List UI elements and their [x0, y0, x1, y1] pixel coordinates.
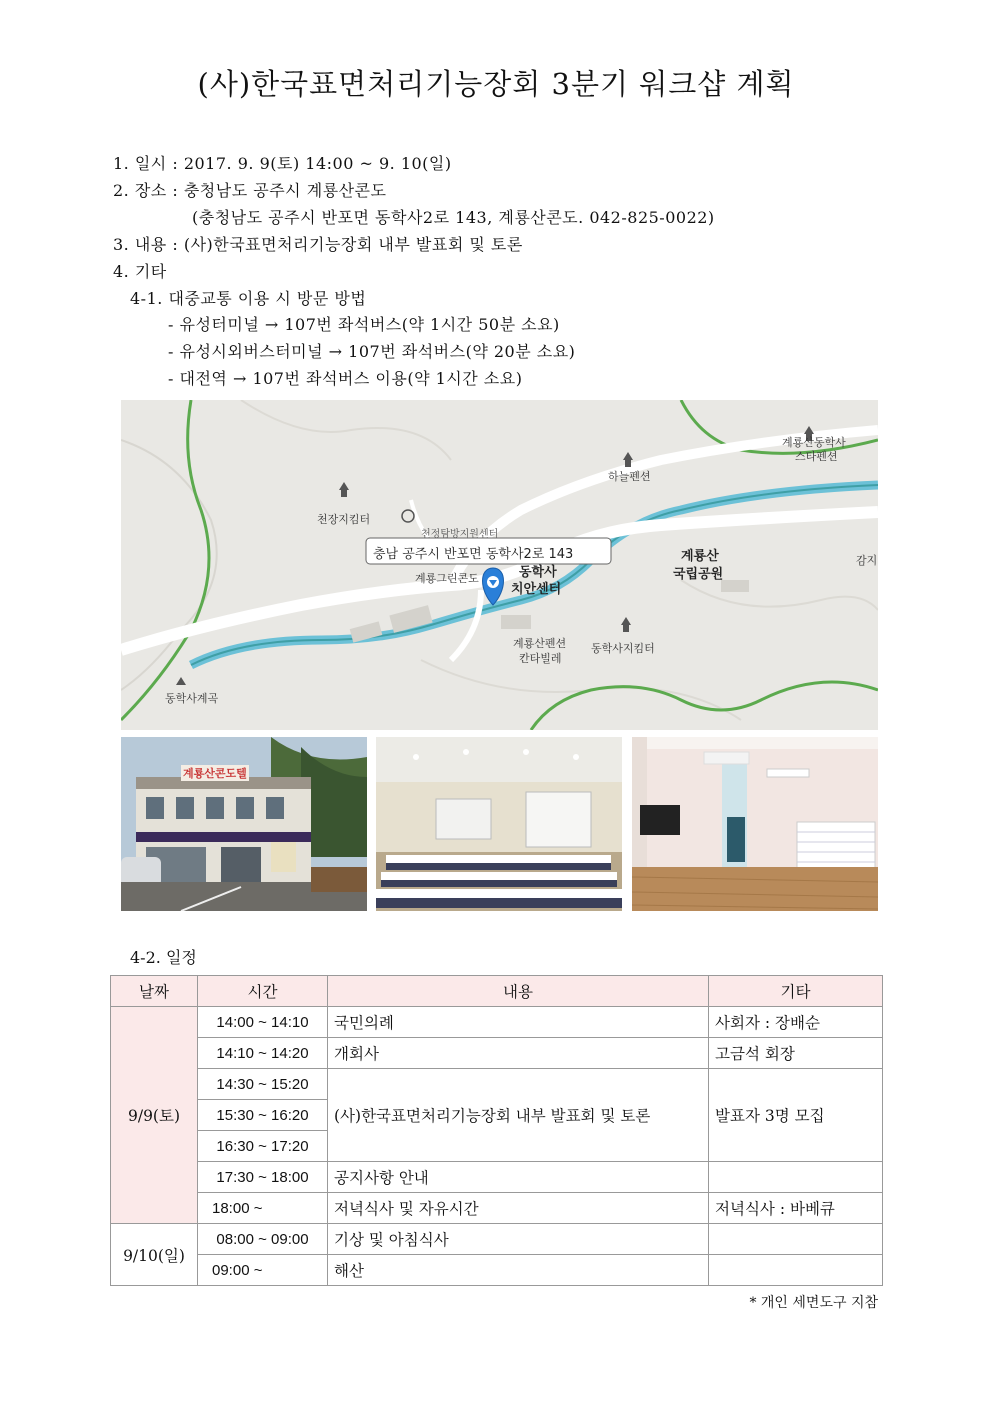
route-3: - 대전역 → 107번 좌석버스 이용(약 1시간 소요) — [168, 369, 523, 388]
map-label-gamji: 감지 — [856, 554, 878, 567]
map-label-donghaksa: 동학사 — [519, 565, 557, 580]
header-time: 시간 — [198, 976, 328, 1007]
map-label-police-center: 치안센터 — [511, 582, 562, 597]
map-label-visitor-center: 천정탐방지원센터 — [421, 529, 499, 540]
route-2: - 유성시외버스터미널 → 107번 좌석버스(약 20분 소요) — [168, 342, 576, 361]
cell-etc: 사회자 : 장배순 — [709, 1007, 883, 1038]
table-row — [111, 1007, 883, 1038]
cell-etc — [709, 1224, 883, 1255]
map-label-star-pension: 계룡산동학사 — [782, 436, 846, 449]
cell-content: 해산 — [328, 1255, 709, 1286]
map-label-valley: 동학사계곡 — [165, 692, 219, 705]
header-etc: 기타 — [709, 976, 883, 1007]
item-transport-heading: 4-1. 대중교통 이용 시 방문 방법 — [130, 289, 367, 308]
cell-content: 개회사 — [328, 1038, 709, 1069]
item-place-address: (충청남도 공주시 반포면 동학사2로 143, 계룡산콘도. 042-825-0022) — [192, 208, 715, 227]
item-etc: 4. 기타 — [113, 262, 167, 281]
table-row — [111, 1193, 883, 1224]
cell-etc — [709, 1162, 883, 1193]
condo-sign: 계룡산콘도텔 — [183, 767, 247, 780]
location-map[interactable] — [121, 400, 878, 730]
cell-etc — [709, 1255, 883, 1286]
map-label-cheonjang: 천장지킴터 — [317, 513, 371, 526]
item-place: 2. 장소 : 충청남도 공주시 계룡산콘도 — [113, 181, 387, 200]
table-header-row — [111, 976, 883, 1007]
route-1: - 유성터미널 → 107번 좌석버스(약 1시간 50분 소요) — [168, 315, 560, 334]
cell-content: (사)한국표면처리기능장회 내부 발표회 및 토론 — [328, 1069, 709, 1162]
map-label-cantabile: 칸타빌레 — [519, 652, 562, 665]
photo-seminar-room — [376, 737, 622, 911]
cell-time: 17:30 ~ 18:00 — [198, 1162, 328, 1193]
cell-etc: 저녁식사 : 바베큐 — [709, 1193, 883, 1224]
header-date: 날짜 — [111, 976, 198, 1007]
photo-guest-room — [632, 737, 878, 911]
cell-content: 저녁식사 및 자유시간 — [328, 1193, 709, 1224]
map-label-haneul-pension: 하늘펜션 — [608, 470, 651, 483]
cell-time: 14:30 ~ 15:20 — [198, 1069, 328, 1100]
table-row — [111, 1069, 883, 1100]
cell-etc: 발표자 3명 모집 — [709, 1069, 883, 1162]
cell-content: 국민의례 — [328, 1007, 709, 1038]
photo-condo-exterior — [121, 737, 367, 911]
header-content: 내용 — [328, 976, 709, 1007]
table-row — [111, 1255, 883, 1286]
table-row — [111, 1224, 883, 1255]
cell-time: 14:00 ~ 14:10 — [198, 1007, 328, 1038]
map-label-gyeryongsan-pension: 계룡산펜션 — [513, 637, 567, 650]
cell-time: 14:10 ~ 14:20 — [198, 1038, 328, 1069]
date-day1: 9/9(토) — [111, 1007, 198, 1224]
map-label-gyeryongsan: 계룡산 — [681, 549, 719, 564]
map-label-donghaksa-ranger: 동학사지킴터 — [591, 642, 655, 655]
map-label-star-pension-2: 스타펜션 — [795, 450, 838, 463]
date-day2: 9/10(일) — [111, 1224, 198, 1286]
cell-time: 18:00 ~ — [198, 1193, 328, 1224]
cell-time: 16:30 ~ 17:20 — [198, 1131, 328, 1162]
item-content: 3. 내용 : (사)한국표면처리기능장회 내부 발표회 및 토론 — [113, 235, 523, 254]
cell-time: 15:30 ~ 16:20 — [198, 1100, 328, 1131]
footnote: * 개인 세면도구 지참 — [749, 1295, 878, 1311]
schedule-table — [110, 975, 883, 1286]
cell-time: 08:00 ~ 09:00 — [198, 1224, 328, 1255]
schedule-heading: 4-2. 일정 — [130, 948, 197, 967]
cell-time: 09:00 ~ — [198, 1255, 328, 1286]
map-label-national-park: 국립공원 — [673, 567, 724, 582]
cell-content: 기상 및 아침식사 — [328, 1224, 709, 1255]
table-row — [111, 1038, 883, 1069]
page-title: (사)한국표면처리기능장회 3분기 워크샵 계획 — [197, 67, 795, 101]
map-graphic — [121, 400, 878, 730]
cell-content: 공지사항 안내 — [328, 1162, 709, 1193]
map-label-green-condo: 계룡그린콘도 — [415, 572, 479, 585]
table-row — [111, 1162, 883, 1193]
cell-etc: 고금석 회장 — [709, 1038, 883, 1069]
map-callout-address: 충남 공주시 반포면 동학사2로 143 — [373, 547, 574, 562]
item-date: 1. 일시 : 2017. 9. 9(토) 14:00 ~ 9. 10(일) — [113, 154, 452, 173]
